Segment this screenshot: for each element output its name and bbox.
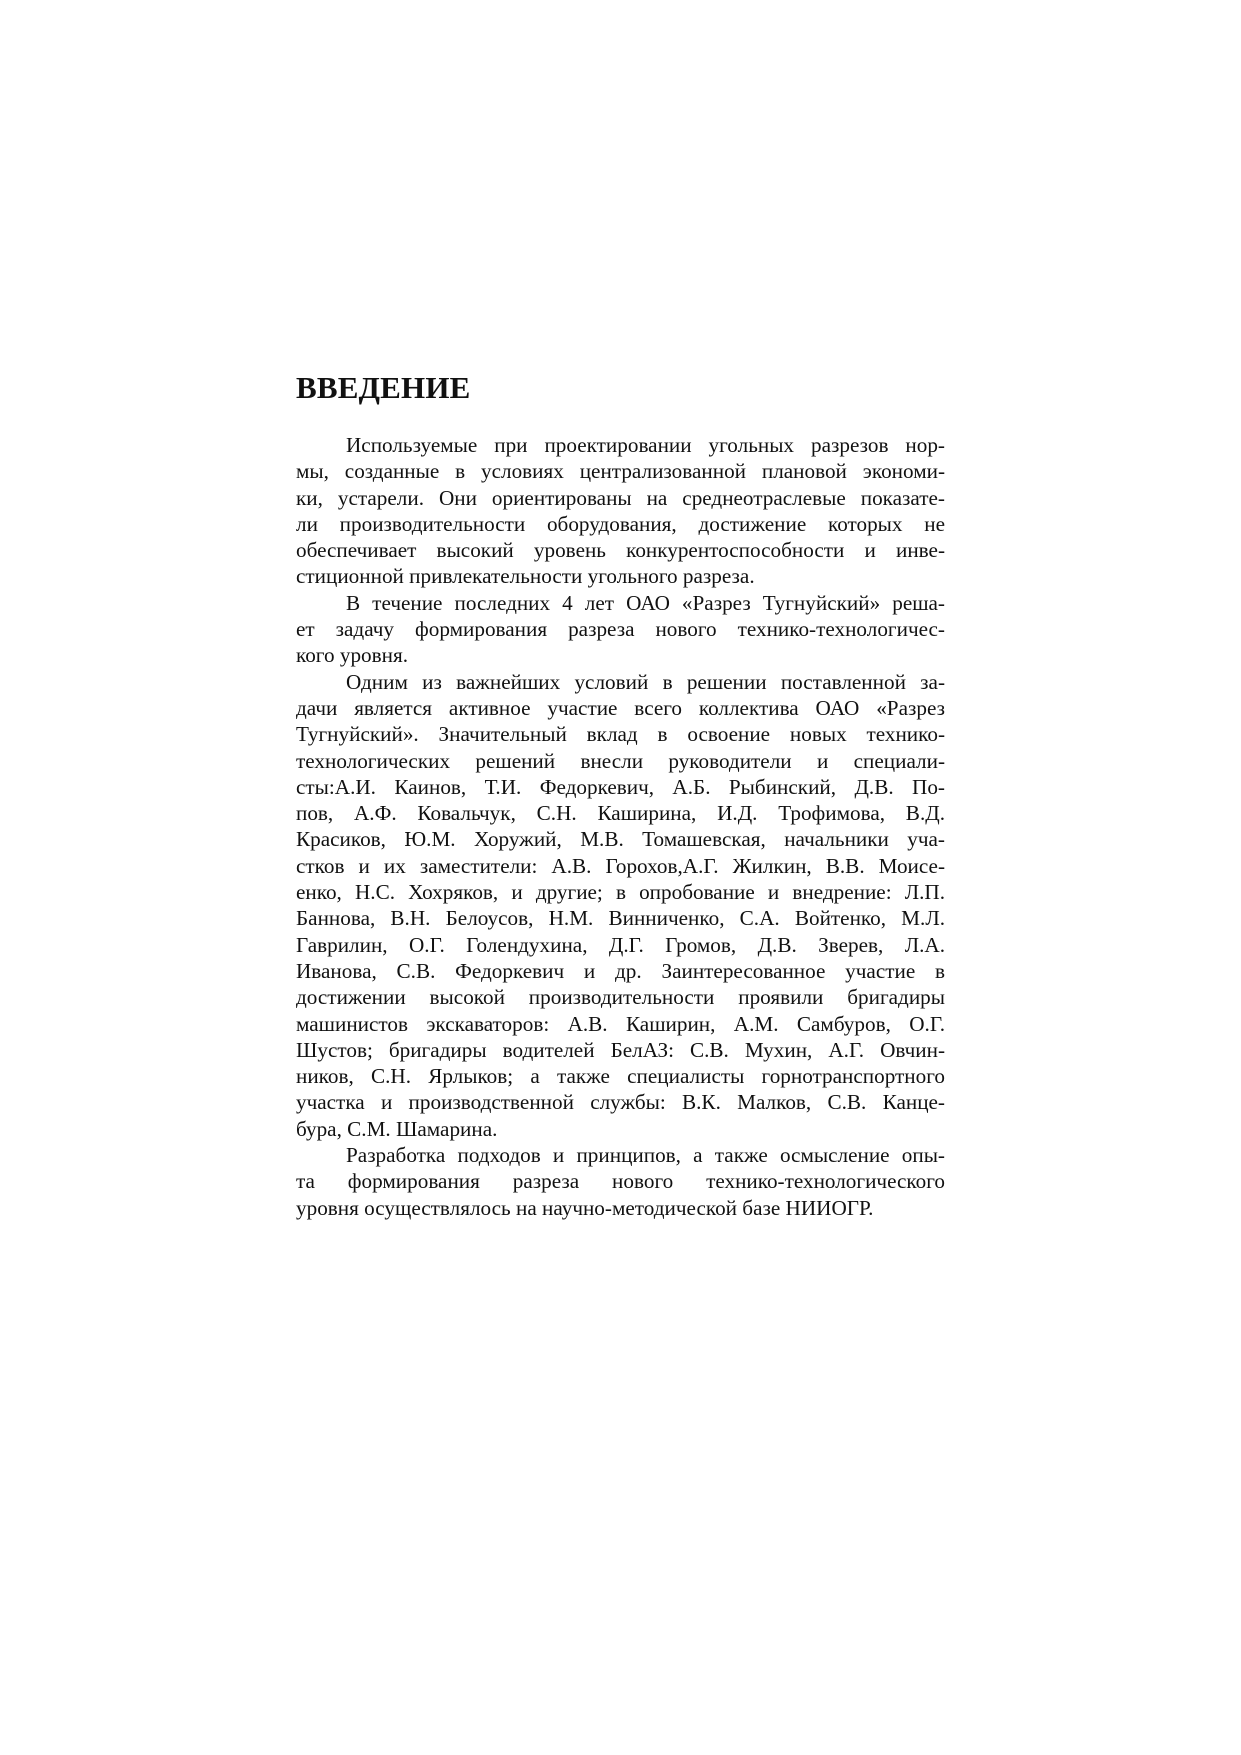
text-line: Баннова, В.Н. Белоусов, Н.М. Винниченко, С.А. Войтенко, М.Л. <box>296 906 945 931</box>
text-line: ли производительности оборудования, достижение которых не <box>296 511 945 536</box>
text-line: ников, С.Н. Ярлыков; а также специалисты горнотранспортного <box>296 1064 945 1089</box>
text-line: Тугнуйский». Значительный вклад в освоение новых технико- <box>296 722 945 747</box>
text-line: стиционной привлекательности угольного разреза. <box>296 564 755 589</box>
text-line: уровня осуществлялось на научно-методической базе НИИОГР. <box>296 1195 874 1220</box>
text-line: кого уровня. <box>296 643 409 668</box>
text-line: дачи является активное участие всего коллектива ОАО «Разрез <box>296 695 945 720</box>
paragraph-1 <box>296 432 945 590</box>
text-line: пов, А.Ф. Ковальчук, С.Н. Каширина, И.Д. Трофимова, В.Д. <box>296 801 945 826</box>
text-line: Одним из важнейших условий в решении поставленной за- <box>346 669 945 694</box>
text-line: машинистов экскаваторов: А.В. Каширин, А.М. Самбуров, О.Г. <box>296 1011 945 1036</box>
text-line: достижении высокой производительности проявили бригадиры <box>296 985 945 1010</box>
text-line: Красиков, Ю.М. Хоружий, М.В. Томашевская, начальники уча- <box>296 827 945 852</box>
document-body <box>296 370 945 1221</box>
text-line: обеспечивает высокий уровень конкурентоспособности и инве- <box>296 538 945 563</box>
section-heading: ВВЕДЕНИЕ <box>296 370 471 405</box>
text-line: сты:А.И. Каинов, Т.И. Федоркевич, А.Б. Рыбинский, Д.В. По- <box>296 774 945 799</box>
text-line: Гаврилин, О.Г. Голендухина, Д.Г. Громов, Д.В. Зверев, Л.А. <box>296 932 945 957</box>
text-line: ки, устарели. Они ориентированы на среднеотраслевые показате- <box>296 485 945 510</box>
text-line: стков и их заместители: А.В. Горохов,А.Г. Жилкин, В.В. Моисе- <box>296 853 945 878</box>
text-line: Иванова, С.В. Федоркевич и др. Заинтересованное участие в <box>296 958 945 983</box>
text-line: В течение последних 4 лет ОАО «Разрез Тугнуйский» реша- <box>346 590 945 615</box>
text-line: участка и производственной службы: В.К. Малков, С.В. Канце- <box>296 1090 945 1115</box>
paragraph-2 <box>296 590 945 669</box>
text-line: Используемые при проектировании угольных разрезов нор- <box>346 433 945 457</box>
text-line: бура, С.М. Шамарина. <box>296 1116 498 1141</box>
text-line: та формирования разреза нового технико-технологического <box>296 1169 945 1194</box>
text-line: мы, созданные в условиях централизованной плановой экономи- <box>296 459 945 484</box>
text-line: технологических решений внесли руководители и специали- <box>296 748 945 773</box>
text-line: енко, Н.С. Хохряков, и другие; в опробование и внедрение: Л.П. <box>296 880 945 905</box>
text-line: ет задачу формирования разреза нового технико-технологичес- <box>296 617 945 642</box>
text-line: Разработка подходов и принципов, а также осмысление опы- <box>346 1143 945 1168</box>
paragraph-4 <box>296 1142 945 1221</box>
paragraph-3 <box>296 669 945 1142</box>
text-line: Шустов; бригадиры водителей БелАЗ: С.В. Мухин, А.Г. Овчин- <box>296 1037 945 1062</box>
